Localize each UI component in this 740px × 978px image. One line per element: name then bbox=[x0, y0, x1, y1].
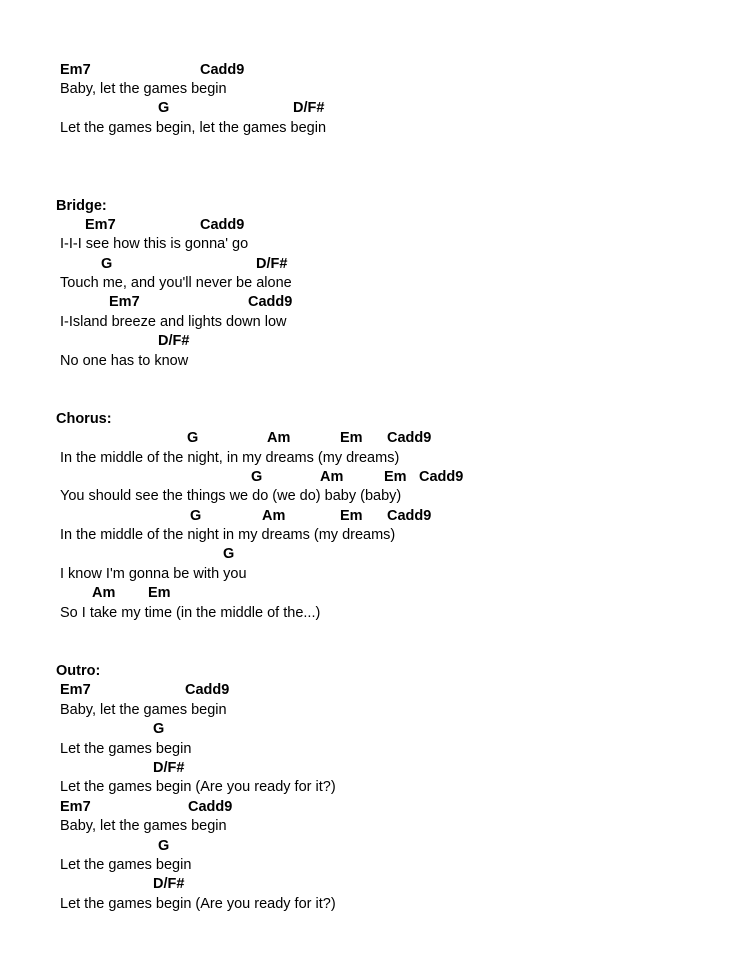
lyric-line: Baby, let the games begin bbox=[60, 702, 227, 718]
chord: Em7 bbox=[109, 294, 140, 310]
chord: Em bbox=[340, 430, 363, 446]
chord: Cadd9 bbox=[200, 217, 245, 233]
chord: D/F# bbox=[153, 876, 185, 892]
lyric-line: Baby, let the games begin bbox=[60, 81, 227, 97]
chord: Cadd9 bbox=[419, 469, 464, 485]
chord: Em7 bbox=[60, 62, 91, 78]
chord: Em bbox=[340, 508, 363, 524]
chord: G bbox=[158, 100, 170, 116]
lyric-line: Let the games begin bbox=[60, 857, 192, 873]
chord: Em bbox=[384, 469, 407, 485]
chord: Cadd9 bbox=[248, 294, 293, 310]
chord: G bbox=[187, 430, 199, 446]
lyric-line: Let the games begin bbox=[60, 741, 192, 757]
lyric-line: Baby, let the games begin bbox=[60, 818, 227, 834]
chord: Em7 bbox=[60, 682, 91, 698]
chord: Cadd9 bbox=[188, 799, 233, 815]
chord: D/F# bbox=[256, 256, 288, 272]
chord: G bbox=[190, 508, 202, 524]
lyric-line: No one has to know bbox=[60, 353, 189, 369]
chord: Am bbox=[92, 585, 116, 601]
chord: Cadd9 bbox=[200, 62, 245, 78]
chord: Am bbox=[320, 469, 344, 485]
lyric-line: I-I-I see how this is gonna' go bbox=[60, 236, 249, 252]
chord: Em7 bbox=[60, 799, 91, 815]
lyric-line: In the middle of the night in my dreams (my dreams) bbox=[60, 527, 396, 543]
lyric-line: Let the games begin (Are you ready for it?) bbox=[60, 779, 336, 795]
chord: Am bbox=[267, 430, 291, 446]
chord: D/F# bbox=[153, 760, 185, 776]
chord: G bbox=[101, 256, 113, 272]
lyric-line: Let the games begin, let the games begin bbox=[60, 120, 327, 136]
lyric-line: I-Island breeze and lights down low bbox=[60, 314, 287, 330]
lyric-line: Let the games begin (Are you ready for it?) bbox=[60, 896, 336, 912]
chord: Cadd9 bbox=[387, 508, 432, 524]
chord: G bbox=[223, 546, 235, 562]
section-heading-outro: Outro: bbox=[56, 663, 101, 679]
section-heading-bridge: Bridge: bbox=[56, 198, 107, 214]
chord: D/F# bbox=[158, 333, 190, 349]
lyric-line: So I take my time (in the middle of the...) bbox=[60, 605, 321, 621]
chord: Cadd9 bbox=[185, 682, 230, 698]
chord: G bbox=[158, 838, 170, 854]
lyric-line: I know I'm gonna be with you bbox=[60, 566, 247, 582]
chord: Em7 bbox=[85, 217, 116, 233]
chord: Em bbox=[148, 585, 171, 601]
lyric-line: In the middle of the night, in my dreams (my dreams) bbox=[60, 450, 400, 466]
chord: Cadd9 bbox=[387, 430, 432, 446]
chord: G bbox=[153, 721, 165, 737]
chord: D/F# bbox=[293, 100, 325, 116]
lyric-line: You should see the things we do (we do) baby (baby) bbox=[60, 488, 402, 504]
chord: G bbox=[251, 469, 263, 485]
chord: Am bbox=[262, 508, 286, 524]
section-heading-chorus: Chorus: bbox=[56, 411, 112, 427]
lyric-line: Touch me, and you'll never be alone bbox=[60, 275, 292, 291]
